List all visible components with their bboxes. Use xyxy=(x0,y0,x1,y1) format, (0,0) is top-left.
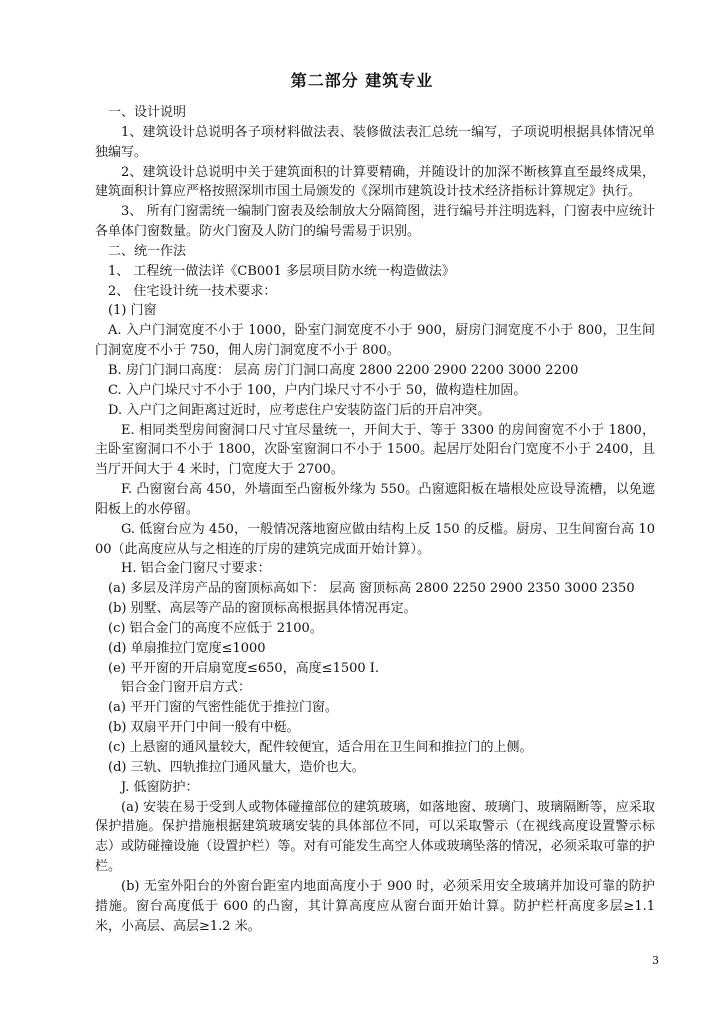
paragraph: 3、 所有门窗需统一编制门窗表及绘制放大分隔简图，进行编号并注明选料，门窗表中应统计各单体门窗数量。防火门窗及人防门的编号需易于识别。 xyxy=(95,204,655,240)
paragraph: E. 相同类型房间窗洞口尺寸宜尽量统一，开间大于、等于 3300 的房间窗宽不小于 1800，主卧室窗洞口不小于 1800，次卧室窗洞口不小于 1500。起居厅处阳台门宽度不小于 2400，且当厅开间大于 4 米时，门宽度大于 2700。 xyxy=(95,422,655,478)
section-heading: 一、设计说明 xyxy=(108,105,187,120)
paragraph: C. 入户门垛尺寸不小于 100，户内门垛尺寸不小于 50，做构造柱加固。 xyxy=(108,382,527,398)
list-item: (b) 别墅、高层等产品的窗顶标高根据具体情况再定。 xyxy=(108,601,417,617)
list-item: (c) 上悬窗的通风量较大，配件较便宜，适合用在卫生间和推拉门的上侧。 xyxy=(108,740,533,755)
paragraph: A. 入户门洞宽度不小于 1000，卧室门洞宽度不小于 900，厨房门洞宽度不小于 800，卫生间门洞宽度不小于 750，佣人房门洞宽度不小于 800。 xyxy=(95,323,655,359)
list-item: (b) 无室外阳台的外窗台距室内地面高度小于 900 时，必须采用安全玻璃并加设可靠的防护措施。窗台高度低于 600 的凸窗，其计算高度应从窗台面开始计算。防护栏杆高度多层≥1.1 米，小高层、高层≥1.2 米。 xyxy=(95,878,655,934)
list-item: (e) 平开窗的开启扇宽度≤650，高度≤1500 I. xyxy=(108,660,380,676)
subsection-heading: H. 铝合金门窗尺寸要求： xyxy=(121,561,271,577)
list-item: (d) 单扇推拉门宽度≤1000 xyxy=(108,640,266,656)
page-title: 第二部分 建筑专业 xyxy=(290,71,434,90)
paragraph: 2、建筑设计总说明中关于建筑面积的计算要精确，并随设计的加深不断核算直至最终成果，建筑面积计算应严格按照深圳市国土局颁发的《深圳市建筑设计技术经济指标计算规定》执行。 xyxy=(95,164,655,200)
subsection-heading: J. 低窗防护： xyxy=(121,779,199,795)
paragraph: 2、 住宅设计统一技术要求： xyxy=(108,283,277,299)
list-item: (a) 多层及洋房产品的窗顶标高如下： 层高 窗顶标高 2800 2250 2900 2350 3000 2350 xyxy=(108,581,635,597)
list-item: (a) 平开门窗的气密性能优于推拉门窗。 xyxy=(108,700,339,716)
paragraph: B. 房门门洞口高度： 层高 房门门洞口高度 2800 2200 2900 2200 3000 2200 xyxy=(108,362,579,378)
paragraph: 1、建筑设计总说明各子项材料做法表、装修做法表汇总统一编写，子项说明根据具体情况单独编写。 xyxy=(95,124,655,160)
subsection-heading: 铝合金门窗开启方式： xyxy=(121,680,252,696)
page-number: 3 xyxy=(652,954,659,967)
body-text xyxy=(95,103,655,936)
list-item: (b) 双扇平开门中间一般有中梃。 xyxy=(108,720,300,736)
section-heading: 二、统一作法 xyxy=(108,243,187,259)
paragraph: 1、 工程统一做法详《CB001 多层项目防水统一构造做法》 xyxy=(108,263,455,279)
paragraph: F. 凸窗窗台高 450，外墙面至凸窗板外缘为 550。凸窗遮阳板在墙根处应设导流槽，以免遮阳板上的水停留。 xyxy=(95,482,655,517)
paragraph: D. 入户门之间距离过近时，应考虑住户安装防盗门后的开启冲突。 xyxy=(108,402,491,418)
list-item: (d) 三轨、四轨推拉门通风量大，造价也大。 xyxy=(108,759,365,775)
list-item: (a) 安装在易于受到人或物体碰撞部位的建筑玻璃，如落地窗、玻璃门、玻璃隔断等，应采取保护措施。保护措施根据建筑玻璃安装的具体部位不同，可以采取警示（在视线高度设置警示标志）或防碰撞设施（设置护栏）等。对有可能发生高空人体或玻璃坠落的情况，必须采取可靠的护栏。 xyxy=(95,799,655,875)
paragraph: G. 低窗台应为 450，一般情况落地窗应做由结构上反 150 的反槛。厨房、卫生间窗台高 1000（此高度应从与之相连的厅房的建筑完成面开始计算）。 xyxy=(95,521,655,557)
list-item: (c) 铝合金门的高度不应低于 2100。 xyxy=(108,620,323,636)
subsection-heading: (1) 门窗 xyxy=(108,303,157,319)
